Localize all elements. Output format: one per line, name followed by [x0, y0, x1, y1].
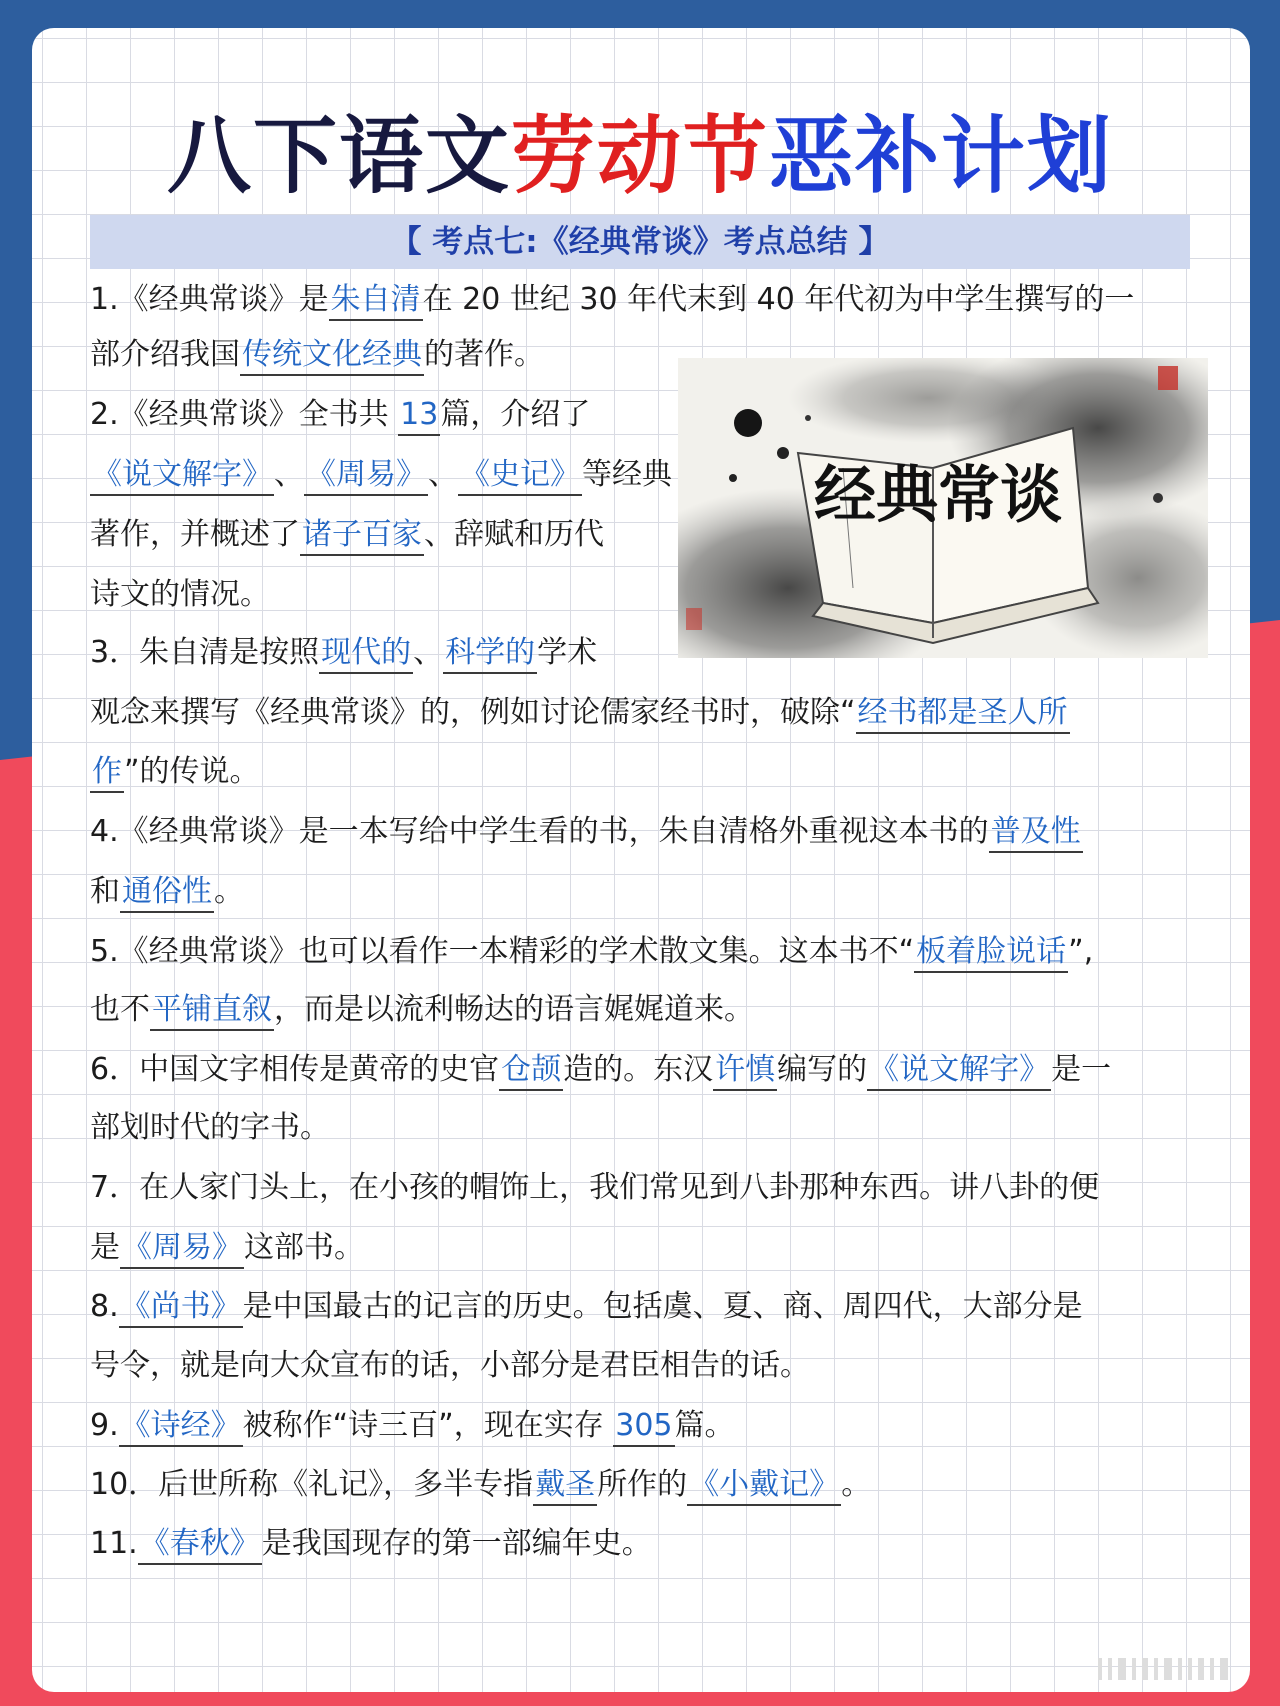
page-title [0, 108, 1280, 204]
keyword: 诸子百家 [300, 516, 424, 556]
keyword: 许慎 [713, 1051, 777, 1091]
keyword: 通俗性 [120, 873, 214, 913]
text-line-11: 和通俗性。 [90, 872, 244, 913]
text-line-16: 7．在人家门头上，在小孩的帽饰上，我们常见到八卦那种东西。讲八卦的便 [90, 1170, 1100, 1205]
text-line-12: 5.《经典常谈》也可以看作一本精彩的学术散文集。这本书不“板着脸说话”, [90, 932, 1093, 973]
keyword: 传统文化经典 [240, 336, 424, 376]
keyword: 仓颉 [499, 1051, 563, 1091]
text-line-9: 作”的传说。 [90, 752, 260, 793]
text-line-7: 3．朱自清是按照现代的、科学的学术 [90, 633, 597, 674]
text-line-22: 11.《春秋》是我国现存的第一部编年史。 [90, 1524, 652, 1565]
keyword: 《史记》 [458, 456, 582, 496]
text-line-5: 著作，并概述了诸子百家、辞赋和历代 [90, 515, 604, 556]
keyword: 《尚书》 [119, 1288, 243, 1328]
text-line-3: 2.《经典常谈》全书共 13篇，介绍了 [90, 395, 590, 436]
text-line-13: 也不平铺直叙，而是以流利畅达的语言娓娓道来。 [90, 990, 754, 1031]
keyword: 《春秋》 [138, 1525, 262, 1565]
keyword: 《周易》 [304, 456, 428, 496]
keyword: 《说文解字》 [867, 1051, 1051, 1091]
text-line-15: 部划时代的字书。 [90, 1110, 330, 1145]
keyword: 《小戴记》 [687, 1466, 841, 1506]
text-line-20: 9.《诗经》被称作“诗三百”，现在实存 305篇。 [90, 1406, 735, 1447]
text-line-14: 6．中国文字相传是黄帝的史官仓颉造的。东汉许慎编写的《说文解字》是一 [90, 1050, 1111, 1091]
keyword: 《说文解字》 [90, 456, 274, 496]
keyword: 作 [90, 753, 124, 793]
section-banner: 【 考点七:《经典常谈》考点总结 】 [390, 224, 890, 260]
text-line-4: 《说文解字》、《周易》、《史记》等经典 [90, 455, 672, 496]
text-line-10: 4.《经典常谈》是一本写给中学生看的书，朱自清格外重视这本书的普及性 [90, 812, 1083, 853]
keyword: 13 [398, 396, 440, 436]
keyword: 科学的 [443, 634, 537, 674]
open-book-ink-painting [678, 358, 1208, 658]
title-part-2: 劳动节 [510, 107, 769, 205]
keyword: 《诗经》 [119, 1407, 243, 1447]
keyword: 普及性 [989, 813, 1083, 853]
keyword: 平铺直叙 [150, 991, 274, 1031]
footer-mark-icon [1098, 1658, 1238, 1680]
text-line-17: 是《周易》这部书。 [90, 1228, 364, 1269]
text-line-21: 10．后世所称《礼记》，多半专指戴圣所作的《小戴记》。 [90, 1465, 871, 1506]
text-line-6: 诗文的情况。 [90, 577, 270, 612]
keyword: 板着脸说话 [914, 933, 1068, 973]
keyword: 305 [613, 1407, 674, 1447]
keyword: 现代的 [319, 634, 413, 674]
keyword: 朱自清 [329, 281, 423, 321]
text-line-18: 8.《尚书》是中国最古的记言的历史。包括虞、夏、商、周四代，大部分是 [90, 1287, 1083, 1328]
book-illustration [678, 358, 1208, 658]
text-line-1: 1.《经典常谈》是朱自清在 20 世纪 30 年代末到 40 年代初为中学生撰写的一 [90, 280, 1134, 321]
keyword: 戴圣 [533, 1466, 597, 1506]
text-line-19: 号令，就是向大众宣布的话，小部分是君臣相告的话。 [90, 1348, 810, 1383]
text-line-2: 部介绍我国传统文化经典的著作。 [90, 335, 544, 376]
keyword: 经书都是圣人所 [856, 694, 1070, 734]
keyword: 《周易》 [120, 1229, 244, 1269]
text-line-8: 观念来撰写《经典常谈》的，例如讨论儒家经书时，破除“经书都是圣人所 [90, 693, 1070, 734]
title-part-3: 恶补计划 [769, 107, 1114, 205]
title-part-1: 八下语文 [166, 107, 511, 205]
book-title: 经典常谈 [813, 458, 1063, 531]
